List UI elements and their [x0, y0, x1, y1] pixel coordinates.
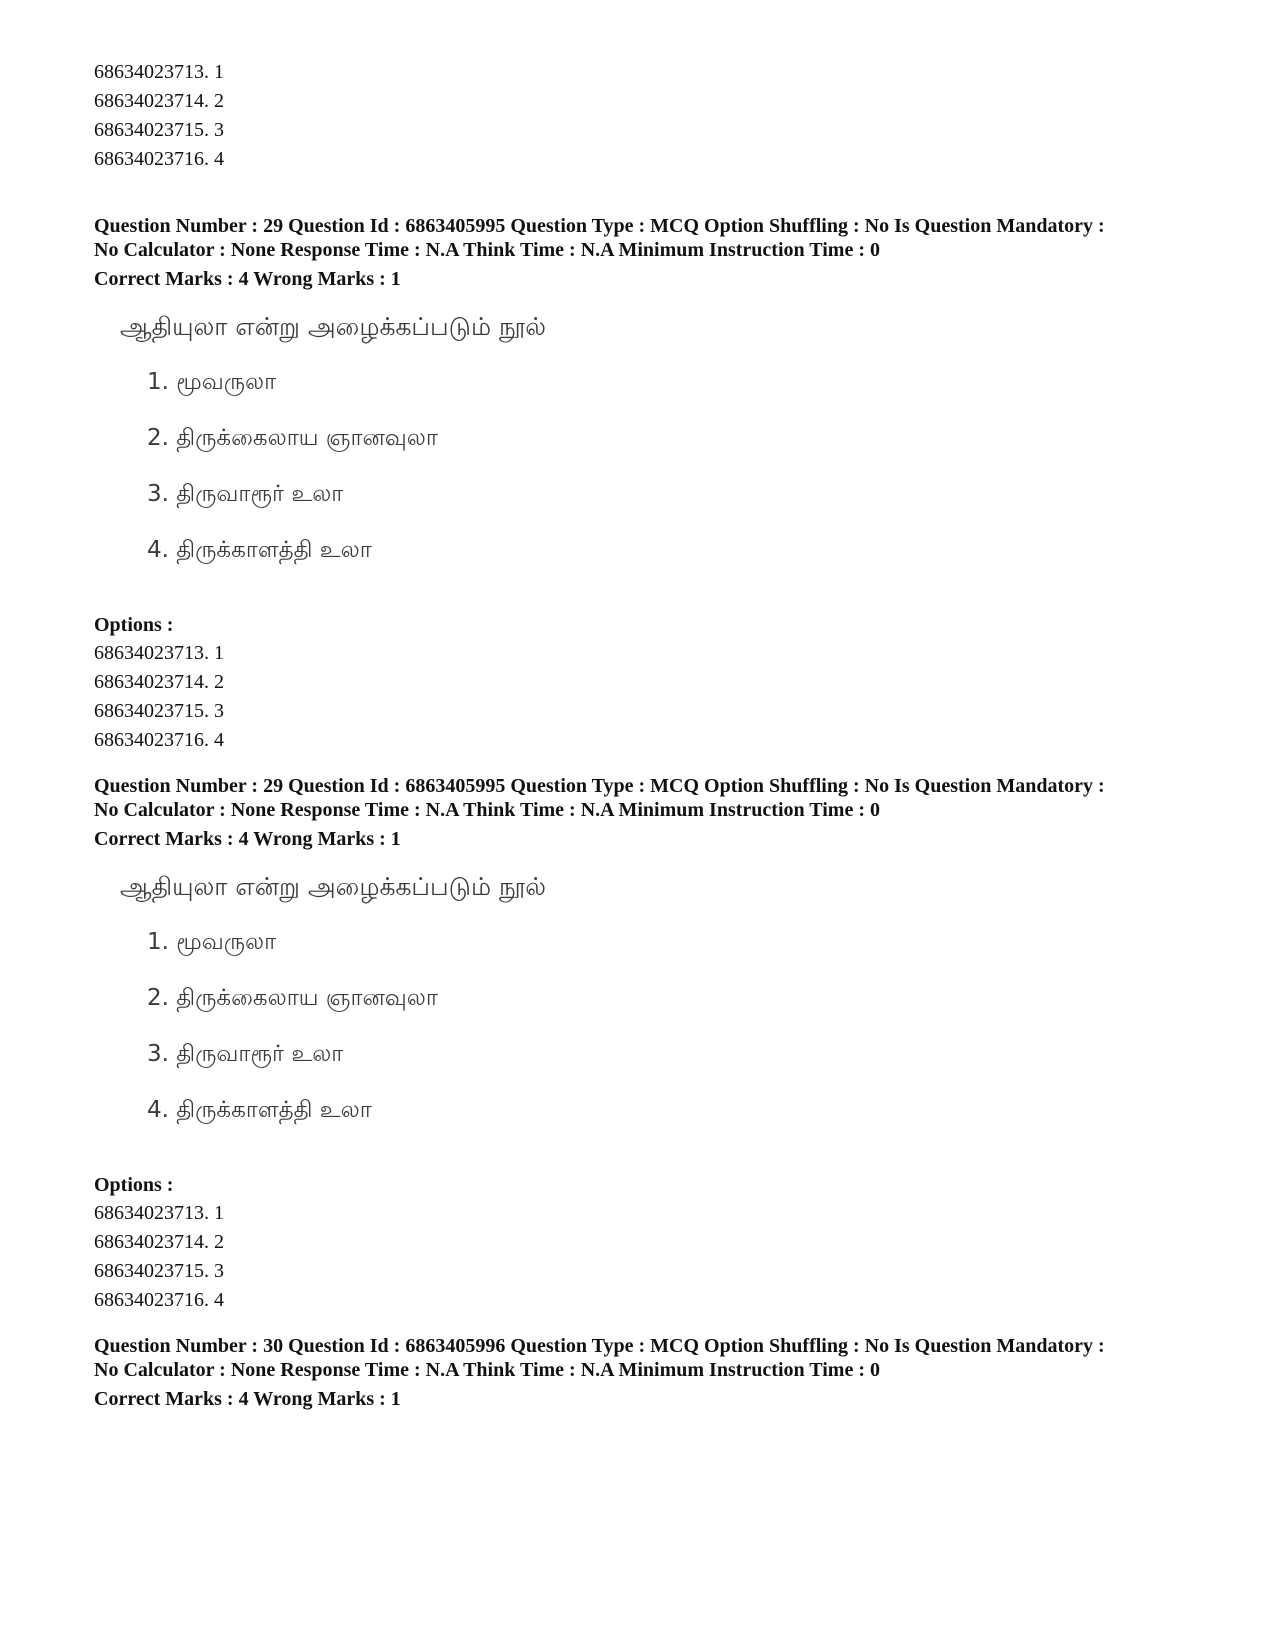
option-line: 68634023716. 4	[94, 148, 224, 170]
question-marks: Correct Marks : 4 Wrong Marks : 1	[94, 1388, 401, 1410]
option-line: 68634023715. 3	[94, 119, 224, 141]
question-stem: ஆதியுலா என்று அழைக்கப்படும் நூல்	[120, 312, 547, 341]
options-label: Options :	[94, 614, 174, 636]
question-meta	[94, 774, 1204, 822]
question-meta	[94, 1334, 1204, 1382]
question-choice: 1. மூவருலா	[147, 369, 277, 395]
question-meta	[94, 214, 1204, 262]
question-meta-line: Question Number : 30 Question Id : 6863405996 Question Type : MCQ Option Shuffling : No Is Question Mandatory :	[94, 1335, 1105, 1357]
question-image	[94, 871, 1204, 1171]
question-meta-line: Question Number : 29 Question Id : 6863405995 Question Type : MCQ Option Shuffling : No Is Question Mandatory :	[94, 215, 1105, 237]
option-line: 68634023715. 3	[94, 1260, 224, 1282]
question-meta-line: No Calculator : None Response Time : N.A Think Time : N.A Minimum Instruction Time : 0	[94, 239, 880, 261]
question-meta-line: Question Number : 29 Question Id : 6863405995 Question Type : MCQ Option Shuffling : No Is Question Mandatory :	[94, 775, 1105, 797]
option-line: 68634023715. 3	[94, 700, 224, 722]
question-choice: 1. மூவருலா	[147, 929, 277, 955]
option-line: 68634023714. 2	[94, 671, 224, 693]
question-image	[94, 311, 1204, 611]
option-line: 68634023713. 1	[94, 642, 224, 664]
option-line: 68634023714. 2	[94, 90, 224, 112]
question-choice: 4. திருக்காளத்தி உலா	[147, 1097, 372, 1123]
question-choice: 3. திருவாரூர் உலா	[147, 1041, 344, 1067]
question-choice: 2. திருக்கைலாய ஞானவுலா	[147, 425, 438, 451]
option-line: 68634023716. 4	[94, 729, 224, 751]
options-label: Options :	[94, 1174, 174, 1196]
option-line: 68634023713. 1	[94, 61, 224, 83]
question-choice: 4. திருக்காளத்தி உலா	[147, 537, 372, 563]
option-line: 68634023716. 4	[94, 1289, 224, 1311]
question-block	[94, 774, 1204, 1315]
question-meta-line: No Calculator : None Response Time : N.A Think Time : N.A Minimum Instruction Time : 0	[94, 799, 880, 821]
question-block	[94, 214, 1204, 755]
question-stem: ஆதியுலா என்று அழைக்கப்படும் நூல்	[120, 872, 547, 901]
carryover-options-list	[94, 58, 1204, 174]
question-choice: 2. திருக்கைலாய ஞானவுலா	[147, 985, 438, 1011]
option-line: 68634023714. 2	[94, 1231, 224, 1253]
question-block	[94, 1334, 1204, 1411]
question-marks: Correct Marks : 4 Wrong Marks : 1	[94, 268, 401, 290]
question-meta-line: No Calculator : None Response Time : N.A Think Time : N.A Minimum Instruction Time : 0	[94, 1359, 880, 1381]
question-choice: 3. திருவாரூர் உலா	[147, 481, 344, 507]
option-line: 68634023713. 1	[94, 1202, 224, 1224]
question-marks: Correct Marks : 4 Wrong Marks : 1	[94, 828, 401, 850]
